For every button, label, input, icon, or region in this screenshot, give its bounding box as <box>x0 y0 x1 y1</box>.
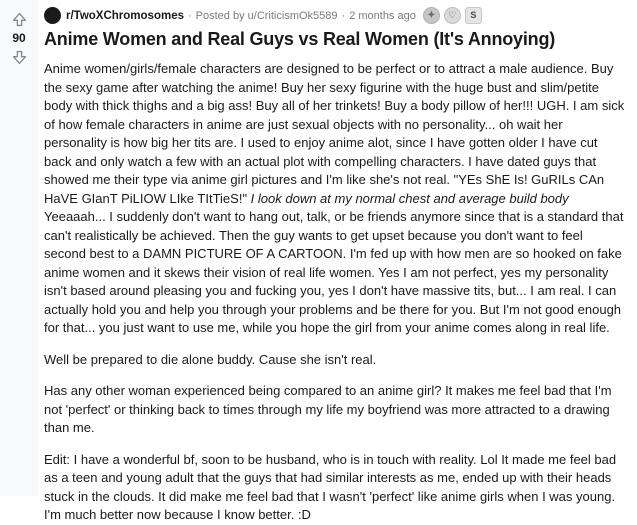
page-title: Anime Women and Real Guys vs Real Women (It's Annoying) <box>44 29 556 49</box>
post-content <box>38 0 637 522</box>
post-meta <box>44 7 627 24</box>
paragraph-segment: Anime women/girls/female characters are designed to be perfect or to attract a male audience. Buy the sexy game after watching the anime! Buy her sexy figurine with the huge bust and slim/petite body with thick thighs and a big ass! Buy all of her trinkets! Buy a body pillow of her!!! UGH. I am sick of how female characters in anime are just sexual objects with no personality... oh wait her personality is how big her tits are. I used to enjoy anime alot, since I have gotten older I have cut back and only watch a few with an actual plot with compelling characters. I have dated guys that showed me their type via anime girl pictures and I'm like she's not real. "YEs ShE Is! GuRILs CAn HaVE GIanT PiLIOW LIke TItTieS!" <box>44 61 625 206</box>
paragraph-segment: Yeeaaah... I suddenly don't want to hang out, talk, or be friends anymore since that is a standard that can't realistically be achieved. Then the guy wants to get upset because you don't want to feel second best to a DAMN PICTURE OF A CARTOON. I'm fed up with how men are so hooked on fake anime women and it skews their vision of real life women. Yes I am not perfect, yes my personality isn't based around pleasing you and fucking you, yes I don't have massive tits, but... I am real. I can actually hold you and help you through your problems and be there for you. But I'm not good enough for that... you just want to use me, while you hope the girl from your anime comes along in real life. <box>44 209 624 335</box>
upvote-arrow-icon[interactable] <box>8 8 30 30</box>
post-paragraph <box>44 351 627 370</box>
meta-separator-2: · <box>341 9 346 22</box>
paragraph-segment: Has any other woman experienced being compared to an anime girl? It makes me feel bad that I'm not 'perfect' or thinking back to times through my life my boyfriend was more attracted to a drawing than me. <box>44 383 612 435</box>
meta-separator: · <box>188 9 192 22</box>
subreddit-avatar-icon <box>44 7 61 24</box>
award-list <box>423 7 482 24</box>
paragraph-segment: Edit: I have a wonderful bf, soon to be husband, who is in touch with reality. Lol It made me feel bad as a teen and young adult that the guys that had similar interests as me, ended up with their heads stuck in the clouds. It did make me feel bad that I wasn't 'perfect' like anime girls when I was young. I'm much better now because I know better. :D <box>44 451 617 522</box>
downvote-arrow-icon[interactable] <box>8 46 30 68</box>
hugz-award-icon[interactable]: ♡ <box>444 7 461 24</box>
sticker-award-icon[interactable]: S <box>465 7 482 24</box>
paragraph-segment: Well be prepared to die alone buddy. Cause she isn't real. <box>44 351 377 367</box>
vote-rail <box>0 0 38 496</box>
post-timestamp: 2 months ago <box>349 9 416 22</box>
post-author-link[interactable]: Posted by u/CriticismOk5589 <box>195 9 338 22</box>
paragraph-segment-italic: I look down at my normal chest and average build body <box>250 190 569 206</box>
post-paragraph <box>44 451 627 525</box>
post-body <box>44 60 627 525</box>
post-paragraph <box>44 60 627 338</box>
post-paragraph <box>44 382 627 438</box>
subreddit-link[interactable]: r/TwoXChromosomes <box>66 9 184 22</box>
vote-score: 90 <box>12 31 26 45</box>
silver-award-icon[interactable]: ✦ <box>423 7 440 24</box>
